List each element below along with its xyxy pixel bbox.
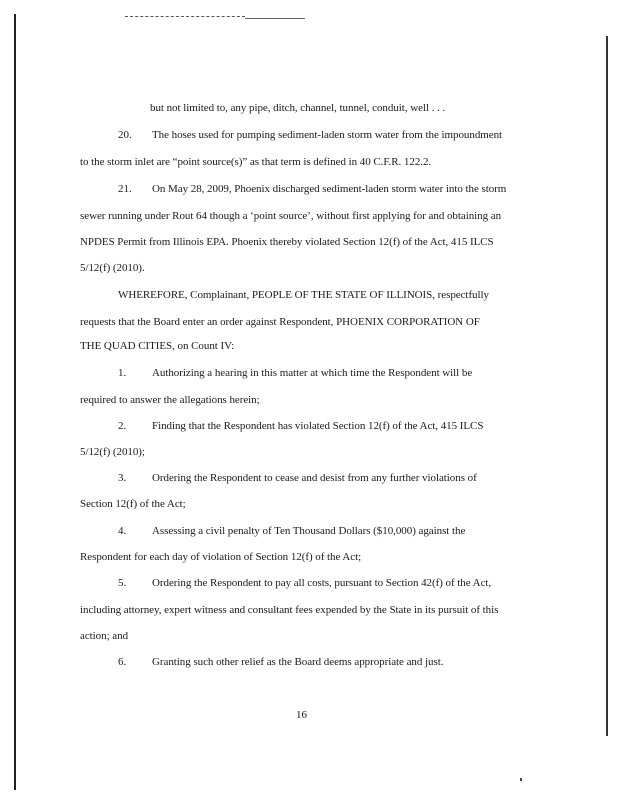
paragraph-line: The hoses used for pumping sediment-laden storm water from the impoundment bbox=[152, 129, 503, 141]
relief-line: Authorizing a hearing in this matter at which time the Respondent will be bbox=[152, 367, 473, 379]
paragraph-number: 20. bbox=[118, 129, 132, 141]
relief-line: required to answer the allegations herein; bbox=[80, 394, 260, 406]
relief-number: 5. bbox=[118, 577, 127, 589]
wherefore-line: THE QUAD CITIES, on Count IV: bbox=[80, 340, 235, 352]
relief-line: Ordering the Respondent to cease and desist from any further violations of bbox=[152, 472, 477, 484]
relief-line: action; and bbox=[80, 630, 129, 642]
page-number: 16 bbox=[296, 709, 307, 721]
paragraph-line: to the storm inlet are “point source(s)” as that term is defined in 40 C.F.R. 122.2. bbox=[80, 156, 432, 168]
paragraph-line: NPDES Permit from Illinois EPA. Phoenix thereby violated Section 12(f) of the Act, 415 ILCS bbox=[80, 236, 494, 248]
continuation-text: but not limited to, any pipe, ditch, channel, tunnel, conduit, well . . . bbox=[150, 102, 446, 114]
scan-mark-top-2 bbox=[245, 18, 305, 19]
relief-number: 3. bbox=[118, 472, 127, 484]
relief-line: Finding that the Respondent has violated Section 12(f) of the Act, 415 ILCS bbox=[152, 420, 484, 432]
relief-number: 6. bbox=[118, 656, 127, 668]
relief-line: Ordering the Respondent to pay all costs, pursuant to Section 42(f) of the Act, bbox=[152, 577, 492, 589]
paragraph-line: sewer running under Rout 64 though a ‘point source’, without first applying for and obtaining an bbox=[80, 210, 502, 222]
relief-line: 5/12(f) (2010); bbox=[80, 446, 145, 458]
scan-mark-top bbox=[125, 16, 245, 17]
scan-edge-left bbox=[14, 14, 16, 790]
relief-line: Respondent for each day of violation of Section 12(f) of the Act; bbox=[80, 551, 362, 563]
scan-edge-right bbox=[606, 36, 608, 736]
paragraph-line: 5/12(f) (2010). bbox=[80, 262, 145, 274]
wherefore-line: WHEREFORE, Complainant, PEOPLE OF THE STATE OF ILLINOIS, respectfully bbox=[118, 289, 489, 301]
relief-line: Assessing a civil penalty of Ten Thousand Dollars ($10,000) against the bbox=[152, 525, 466, 537]
paragraph-line: On May 28, 2009, Phoenix discharged sediment-laden storm water into the storm bbox=[152, 183, 507, 195]
wherefore-line: requests that the Board enter an order against Respondent, PHOENIX CORPORATION OF bbox=[80, 316, 480, 328]
relief-number: 2. bbox=[118, 420, 127, 432]
scan-speck bbox=[520, 778, 522, 781]
relief-line: Section 12(f) of the Act; bbox=[80, 498, 186, 510]
relief-number: 4. bbox=[118, 525, 127, 537]
relief-number: 1. bbox=[118, 367, 127, 379]
paragraph-number: 21. bbox=[118, 183, 132, 195]
relief-line: including attorney, expert witness and consultant fees expended by the State in its pursuit of this bbox=[80, 604, 499, 616]
relief-line: Granting such other relief as the Board deems appropriate and just. bbox=[152, 656, 444, 668]
